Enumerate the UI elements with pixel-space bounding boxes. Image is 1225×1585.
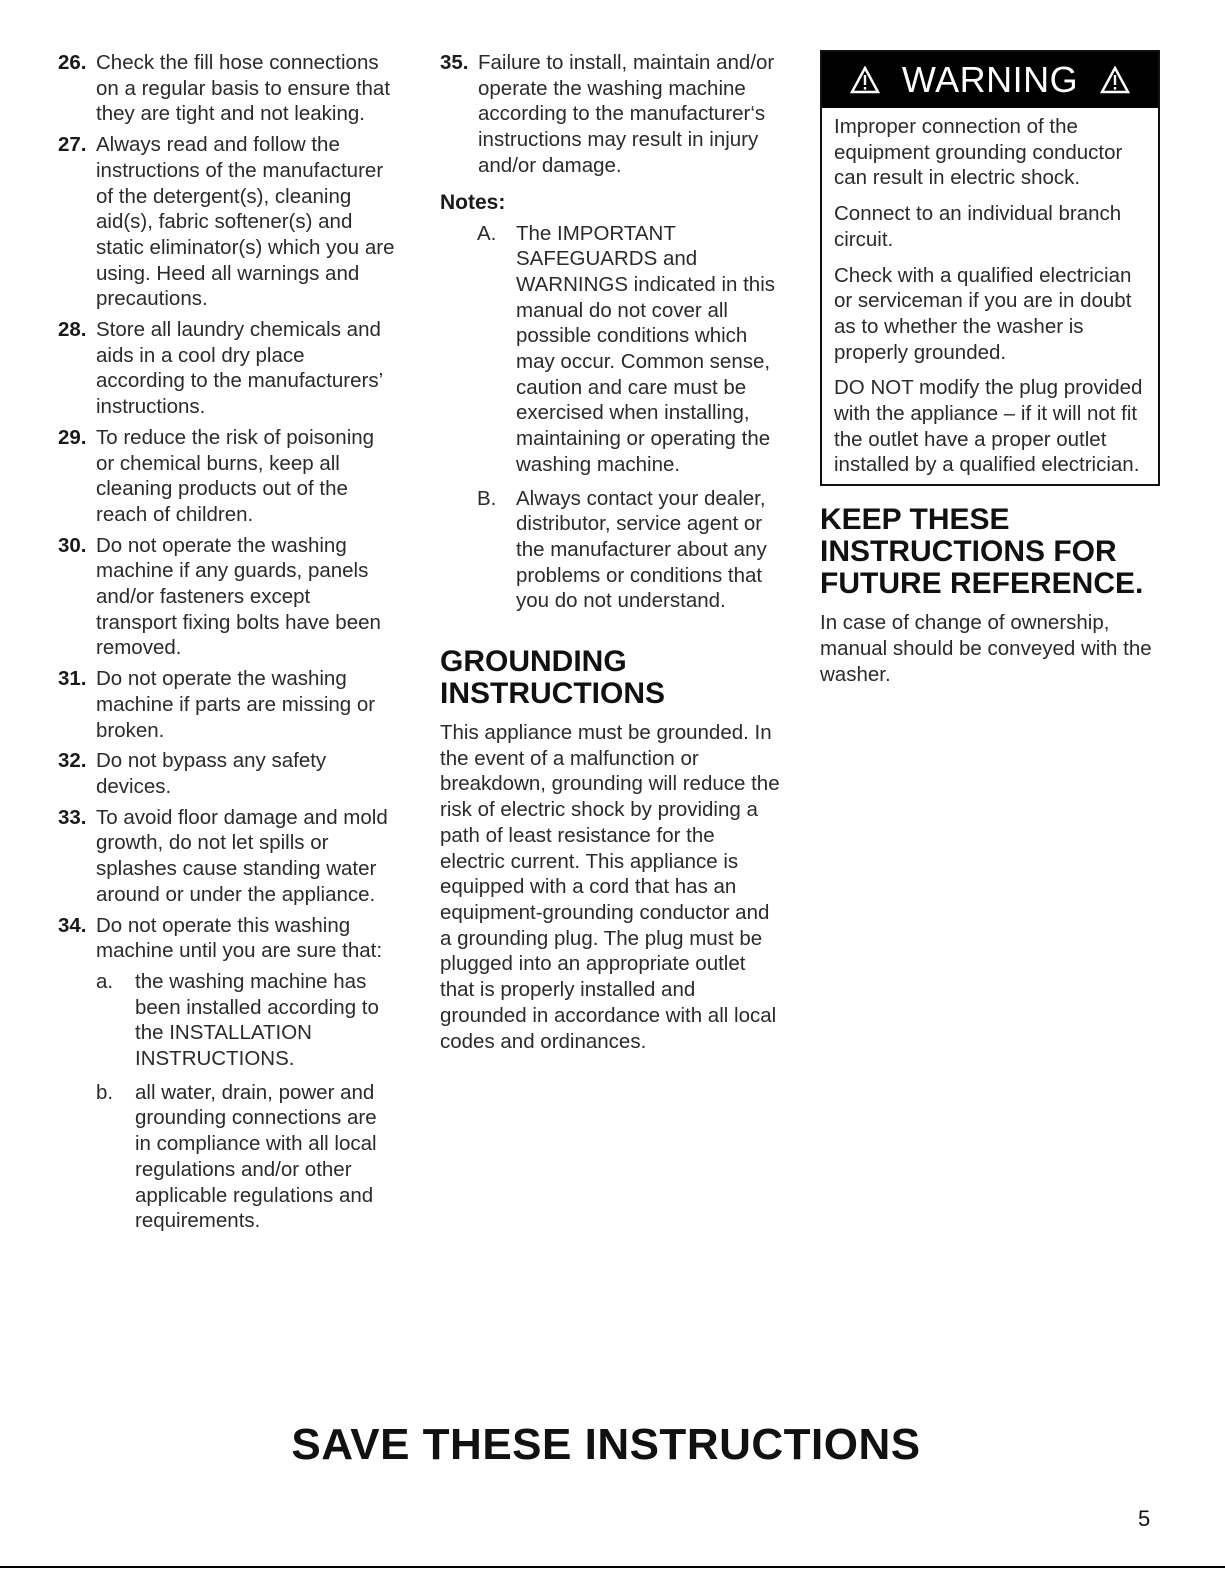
- note-letter: B.: [477, 486, 497, 510]
- warning-column: [820, 50, 1160, 687]
- keep-instructions-body: In case of change of ownership, manual should be conveyed with the washer.: [820, 611, 1152, 686]
- grounding-heading-line-1: GROUNDING: [440, 645, 627, 679]
- keep-instructions-heading: [820, 504, 1160, 600]
- item-text: Always read and follow the instructions of the manufacturer of the detergent(s), cleaning aid(s), fabric softener(s) and static eliminator(s) which you are using. Heed all warnings and precautions.: [96, 133, 395, 311]
- item-number: 35.: [440, 51, 469, 74]
- grounding-body: This appliance must be grounded. In the event of a malfunction or breakdown, grounding will reduce the risk of electric shock by providing a path of least resistance for the electric current. This appliance is equipped with a cord that has an equipment-grounding conductor and a grounding plug. The plug must be plugged into an appropriate outlet that is properly installed and grounded in accordance with all local codes and ordinances.: [440, 721, 780, 1053]
- warning-header: [822, 52, 1158, 108]
- keep-heading-line-3: FUTURE REFERENCE.: [820, 567, 1144, 601]
- page-number: 5: [1138, 1506, 1151, 1531]
- safety-item-35: [440, 50, 780, 179]
- warning-box: [820, 50, 1160, 486]
- note-item-b: [477, 486, 780, 615]
- save-instructions-title: SAVE THESE INSTRUCTIONS: [291, 1420, 921, 1469]
- safety-item-27: [58, 132, 396, 312]
- note-item-a: [477, 221, 780, 478]
- safety-item-29: [58, 425, 396, 528]
- item-number: 26.: [58, 51, 87, 74]
- bottom-rule: [0, 1566, 1225, 1568]
- keep-heading-line-2: INSTRUCTIONS FOR: [820, 535, 1117, 569]
- safety-item-26: [58, 50, 396, 127]
- grounding-heading: [440, 646, 780, 710]
- item-text: Store all laundry chemicals and aids in a cool dry place according to the manufacturers’ instructions.: [96, 318, 383, 419]
- warning-body: [822, 108, 1158, 484]
- item-number: 32.: [58, 749, 87, 773]
- item-number: 30.: [58, 533, 87, 557]
- item-text: To reduce the risk of poisoning or chemical burns, keep all cleaning products out of the reach of children.: [96, 425, 375, 526]
- item-text: To avoid floor damage and mold growth, do not let spills or splashes cause standing water around or under the appliance.: [96, 805, 388, 906]
- sublist-item-b: [96, 1080, 396, 1234]
- sublist-text: the washing machine has been installed according to the INSTALLATION INSTRUCTIONS.: [135, 969, 379, 1071]
- item-34-sublist: [96, 969, 396, 1234]
- sublist-letter: a.: [96, 969, 114, 993]
- warning-triangle-icon: [1100, 66, 1130, 94]
- note-letter: A.: [477, 221, 497, 245]
- item-text: Check the fill hose connections on a regular basis to ensure that they are tight and not leaking.: [96, 51, 391, 126]
- sublist-item-a: [96, 969, 396, 1072]
- warning-paragraph: DO NOT modify the plug provided with the appliance – if it will not fit the outlet have a proper outlet installed by a qualified electrician.: [834, 376, 1143, 477]
- grounding-heading-line-2: INSTRUCTIONS: [440, 677, 665, 711]
- note-text: The IMPORTANT SAFEGUARDS and WARNINGS indicated in this manual do not cover all possible conditions which may occur. Common sense, caution and care must be exercised when installing, maintaining or operating the washing machine.: [516, 221, 775, 476]
- warning-triangle-icon: [850, 66, 880, 94]
- item-number: 29.: [58, 425, 87, 449]
- sublist-text: all water, drain, power and grounding connections are in compliance with all local regulations and/or other applicable regulations and requirements.: [135, 1080, 377, 1233]
- item-number: 28.: [58, 318, 87, 342]
- item-text: Do not operate the washing machine if parts are missing or broken.: [96, 667, 376, 742]
- safety-item-31: [58, 666, 396, 743]
- safety-item-34: [58, 913, 396, 964]
- warning-paragraph: Check with a qualified electrician or serviceman if you are in doubt as to whether the washer is properly grounded.: [834, 263, 1132, 364]
- note-text: Always contact your dealer, distributor, service agent or the manufacturer about any problems or conditions that you do not understand.: [516, 486, 767, 613]
- sublist-letter: b.: [96, 1080, 114, 1104]
- safety-list-column-1: [58, 50, 396, 1242]
- item-number: 31.: [58, 667, 87, 691]
- safety-item-33: [58, 805, 396, 908]
- warning-title: WARNING: [901, 59, 1079, 100]
- safety-list-column-2: [440, 50, 780, 1054]
- warning-paragraph: Connect to an individual branch circuit.: [834, 202, 1122, 251]
- item-text: Failure to install, maintain and/or operate the washing machine according to the manufacturer‘s instructions may result in injury and/or damage.: [478, 51, 775, 177]
- item-text: Do not operate the washing machine if any guards, panels and/or fasteners except transport fixing bolts have been removed.: [96, 533, 381, 660]
- item-number: 27.: [58, 133, 87, 157]
- safety-item-28: [58, 317, 396, 420]
- safety-item-32: [58, 748, 396, 799]
- item-text: Do not operate this washing machine until you are sure that:: [96, 913, 383, 963]
- warning-paragraph: Improper connection of the equipment grounding conductor can result in electric shock.: [834, 115, 1123, 190]
- safety-item-30: [58, 533, 396, 662]
- item-number: 34.: [58, 913, 87, 937]
- keep-heading-line-1: KEEP THESE: [820, 503, 1010, 537]
- item-text: Do not bypass any safety devices.: [96, 749, 327, 798]
- item-number: 33.: [58, 805, 87, 829]
- notes-heading: Notes:: [440, 190, 506, 214]
- notes-list: [477, 221, 780, 615]
